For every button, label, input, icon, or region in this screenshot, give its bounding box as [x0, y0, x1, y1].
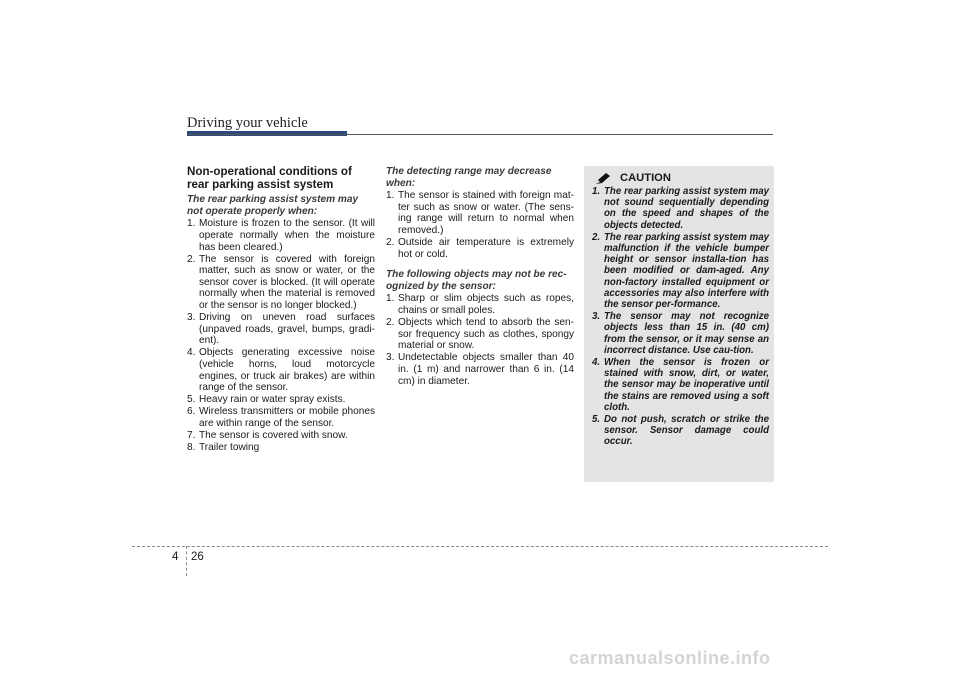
item-text: Do not push, scratch or strike the sensor. Sensor damage could occur.	[604, 414, 769, 448]
caution-item	[592, 311, 769, 356]
caution-title: CAUTION	[620, 172, 671, 184]
item-number: 1.	[386, 190, 395, 202]
list-item	[187, 430, 375, 442]
item-text: Objects which tend to absorb the sen-sor frequency such as clothes, spongy material or snow.	[398, 317, 574, 352]
item-text: The rear parking assist system may malfunction if the vehicle bumper height or sensor installa-tion has been modified or dam-aged. Any non-factory installed equipment or accessories may also interfere with the sensor per-formance.	[604, 231, 769, 311]
non-operational-list	[187, 218, 375, 453]
list-item	[187, 442, 375, 454]
item-number: 2.	[187, 253, 196, 265]
item-text: The sensor is stained with foreign mat-ter such as snow or water. (The sens-ing range will return to normal when removed.)	[398, 190, 574, 236]
list-item	[386, 317, 574, 352]
item-number: 3.	[386, 352, 395, 364]
caution-header	[595, 172, 769, 184]
list-item	[386, 237, 574, 260]
item-number: 3.	[592, 311, 601, 323]
middle-column	[386, 166, 574, 396]
subheading-detecting-range: The detecting range may decrease when:	[386, 166, 552, 189]
left-column	[187, 166, 375, 463]
item-text: When the sensor is frozen or stained with snow, dirt, or water, the sensor may be inoperative until the stains are removed using a soft cloth.	[604, 357, 769, 413]
item-text: Sharp or slim objects such as ropes, chains or small poles.	[398, 293, 574, 317]
item-number: 2.	[592, 231, 601, 243]
chapter-number: 4	[172, 551, 179, 563]
page-number: 26	[191, 551, 204, 563]
list-item	[187, 347, 375, 393]
caution-item	[592, 232, 769, 310]
item-text: The rear parking assist system may not sound sequentially depending on the speed and shapes of the objects detected.	[604, 186, 769, 231]
page-header-title: Driving your vehicle	[187, 115, 308, 131]
caution-item	[592, 414, 769, 448]
item-number: 5.	[592, 414, 601, 426]
item-text: Objects generating excessive noise (vehicle horns, loud motorcycle engines, or truck air brakes) are within range of the sensor.	[199, 347, 375, 394]
section-heading: Non-operational conditions of rear parking assist system	[187, 165, 352, 191]
item-number: 5.	[187, 394, 196, 406]
item-number: 1.	[187, 218, 196, 230]
item-number: 2.	[386, 317, 395, 329]
list-item	[187, 254, 375, 312]
caution-item	[592, 357, 769, 413]
list-item	[386, 190, 574, 236]
footer-divider	[132, 546, 828, 547]
item-number: 1.	[386, 293, 395, 305]
item-text: Moisture is frozen to the sensor. (It will operate normally when the moisture has been cleared.)	[199, 218, 375, 253]
item-text: The sensor is covered with foreign matter, such as snow or water, or the sensor cover is blocked. (It will operate normally when the material is removed or the sensor is no longer blocked.)	[199, 253, 375, 312]
unrecognized-objects-list	[386, 293, 574, 387]
watermark: carmanualsonline.info	[569, 648, 771, 668]
caution-box	[584, 166, 774, 482]
list-item	[386, 352, 574, 387]
item-text: Driving on uneven road surfaces (unpaved roads, gravel, bumps, gradi-ent).	[199, 312, 375, 347]
list-item	[187, 394, 375, 406]
item-number: 6.	[187, 406, 196, 418]
header-rule	[187, 134, 773, 135]
detecting-range-list	[386, 190, 574, 260]
item-number: 4.	[592, 357, 601, 369]
subheading-not-operate: The rear parking assist system may not operate properly when:	[187, 194, 359, 217]
item-text: Undetectable objects smaller than 40 in. (1 m) and narrower than 6 in. (14 cm) in diameter.	[398, 352, 574, 387]
item-text: The sensor is covered with snow.	[199, 430, 348, 442]
item-number: 8.	[187, 442, 196, 454]
footer-vertical-divider	[186, 546, 187, 576]
item-number: 1.	[592, 186, 601, 197]
caution-item	[592, 186, 769, 231]
subheading-unrecognized-objects: The following objects may not be rec-ognized by the sensor:	[386, 269, 567, 292]
item-number: 7.	[187, 430, 196, 442]
item-text: Wireless transmitters or mobile phones are within range of the sensor.	[199, 406, 375, 429]
pencil-icon	[595, 172, 611, 184]
list-item	[187, 312, 375, 347]
item-number: 3.	[187, 312, 196, 324]
item-number: 4.	[187, 347, 196, 359]
list-item	[386, 293, 574, 316]
list-item	[187, 406, 375, 429]
list-item	[187, 218, 375, 253]
item-number: 2.	[386, 237, 395, 249]
item-text: Heavy rain or water spray exists.	[199, 394, 346, 406]
item-text: Outside air temperature is extremely hot or cold.	[398, 237, 574, 260]
caution-list	[592, 186, 769, 448]
item-text: Trailer towing	[199, 442, 260, 454]
item-text: The sensor may not recognize objects less than 15 in. (40 cm) from the sensor, or it may sense an incorrect distance. Use cau-tion.	[604, 311, 769, 356]
